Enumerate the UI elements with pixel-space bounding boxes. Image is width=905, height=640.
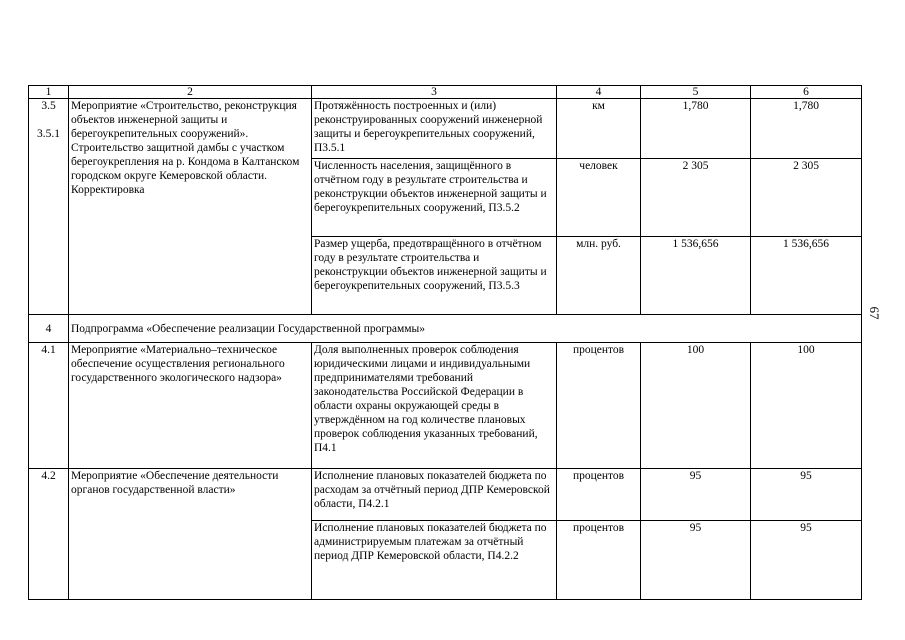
indicator-cell: Численность населения, защищённого в отчётном году в результате строительства и реконструкции объектов инженерной защиты и берегоукрепительных сооружений, П3.5.2 bbox=[312, 159, 557, 237]
row-number: 4 bbox=[29, 315, 69, 343]
row-subnumber: 3.5.1 bbox=[37, 128, 60, 140]
subprogram-row bbox=[29, 315, 862, 343]
value-col5-cell: 1 536,656 bbox=[641, 237, 751, 315]
row-number: 3.5 bbox=[41, 100, 56, 112]
value-col5-cell: 95 bbox=[641, 469, 751, 521]
value-col5-cell: 1,780 bbox=[641, 99, 751, 159]
header-cell: 3 bbox=[312, 86, 557, 99]
indicator-cell: Протяжённость построенных и (или) реконструированных сооружений инженерной защиты и берегоукрепительных сооружений, П3.5.1 bbox=[312, 99, 557, 159]
page-number: 67 bbox=[867, 306, 882, 320]
unit-cell: человек bbox=[557, 159, 641, 237]
unit-cell: процентов bbox=[557, 343, 641, 469]
row-number: 4.2 bbox=[29, 469, 69, 600]
indicators-table bbox=[28, 85, 862, 600]
header-cell: 5 bbox=[641, 86, 751, 99]
measure-cell: Мероприятие «Материально–техническое обеспечение осуществления регионального государственного экологического надзора» bbox=[69, 343, 312, 469]
row-number-cell bbox=[29, 99, 69, 315]
table-row bbox=[29, 99, 862, 159]
indicator-cell: Исполнение плановых показателей бюджета по администрируемым платежам за отчётный период ДПР Кемеровской области, П4.2.2 bbox=[312, 521, 557, 600]
row-number: 4.1 bbox=[29, 343, 69, 469]
unit-cell: процентов bbox=[557, 521, 641, 600]
value-col5-cell: 100 bbox=[641, 343, 751, 469]
subprogram-title: Подпрограмма «Обеспечение реализации Государственной программы» bbox=[69, 315, 862, 343]
value-col5-cell: 95 bbox=[641, 521, 751, 600]
unit-cell: км bbox=[557, 99, 641, 159]
table-row bbox=[29, 343, 862, 469]
unit-cell: процентов bbox=[557, 469, 641, 521]
header-cell: 6 bbox=[751, 86, 862, 99]
value-col6-cell: 2 305 bbox=[751, 159, 862, 237]
header-row bbox=[29, 86, 862, 99]
measure-cell: Мероприятие «Обеспечение деятельности органов государственной власти» bbox=[69, 469, 312, 600]
measure-cell bbox=[69, 99, 312, 315]
submeasure-text: Строительство защитной дамбы с участком берегоукрепления на р. Кондома в Калтанском городском округе Кемеровской области. Корректировка bbox=[71, 142, 300, 196]
header-cell: 2 bbox=[69, 86, 312, 99]
table-row bbox=[29, 469, 862, 521]
value-col6-cell: 100 bbox=[751, 343, 862, 469]
value-col6-cell: 95 bbox=[751, 469, 862, 521]
value-col6-cell: 1,780 bbox=[751, 99, 862, 159]
indicator-cell: Размер ущерба, предотвращённого в отчётном году в результате строительства и реконструкции объектов инженерной защиты и берегоукрепительных сооружений, П3.5.3 bbox=[312, 237, 557, 315]
header-cell: 1 bbox=[29, 86, 69, 99]
indicator-cell: Доля выполненных проверок соблюдения юридическими лицами и индивидуальными предпринимателями требований законодательства Российской Федерации в области охраны окружающей среды в утверждённом на год количестве плановых проверок соблюдения указанных требований, П4.1 bbox=[312, 343, 557, 469]
indicator-cell: Исполнение плановых показателей бюджета по расходам за отчётный период ДПР Кемеровской области, П4.2.1 bbox=[312, 469, 557, 521]
value-col6-cell: 1 536,656 bbox=[751, 237, 862, 315]
measure-text: Мероприятие «Строительство, реконструкция объектов инженерной защиты и берегоукрепительных сооружений». bbox=[71, 100, 297, 140]
value-col5-cell: 2 305 bbox=[641, 159, 751, 237]
unit-cell: млн. руб. bbox=[557, 237, 641, 315]
value-col6-cell: 95 bbox=[751, 521, 862, 600]
header-cell: 4 bbox=[557, 86, 641, 99]
